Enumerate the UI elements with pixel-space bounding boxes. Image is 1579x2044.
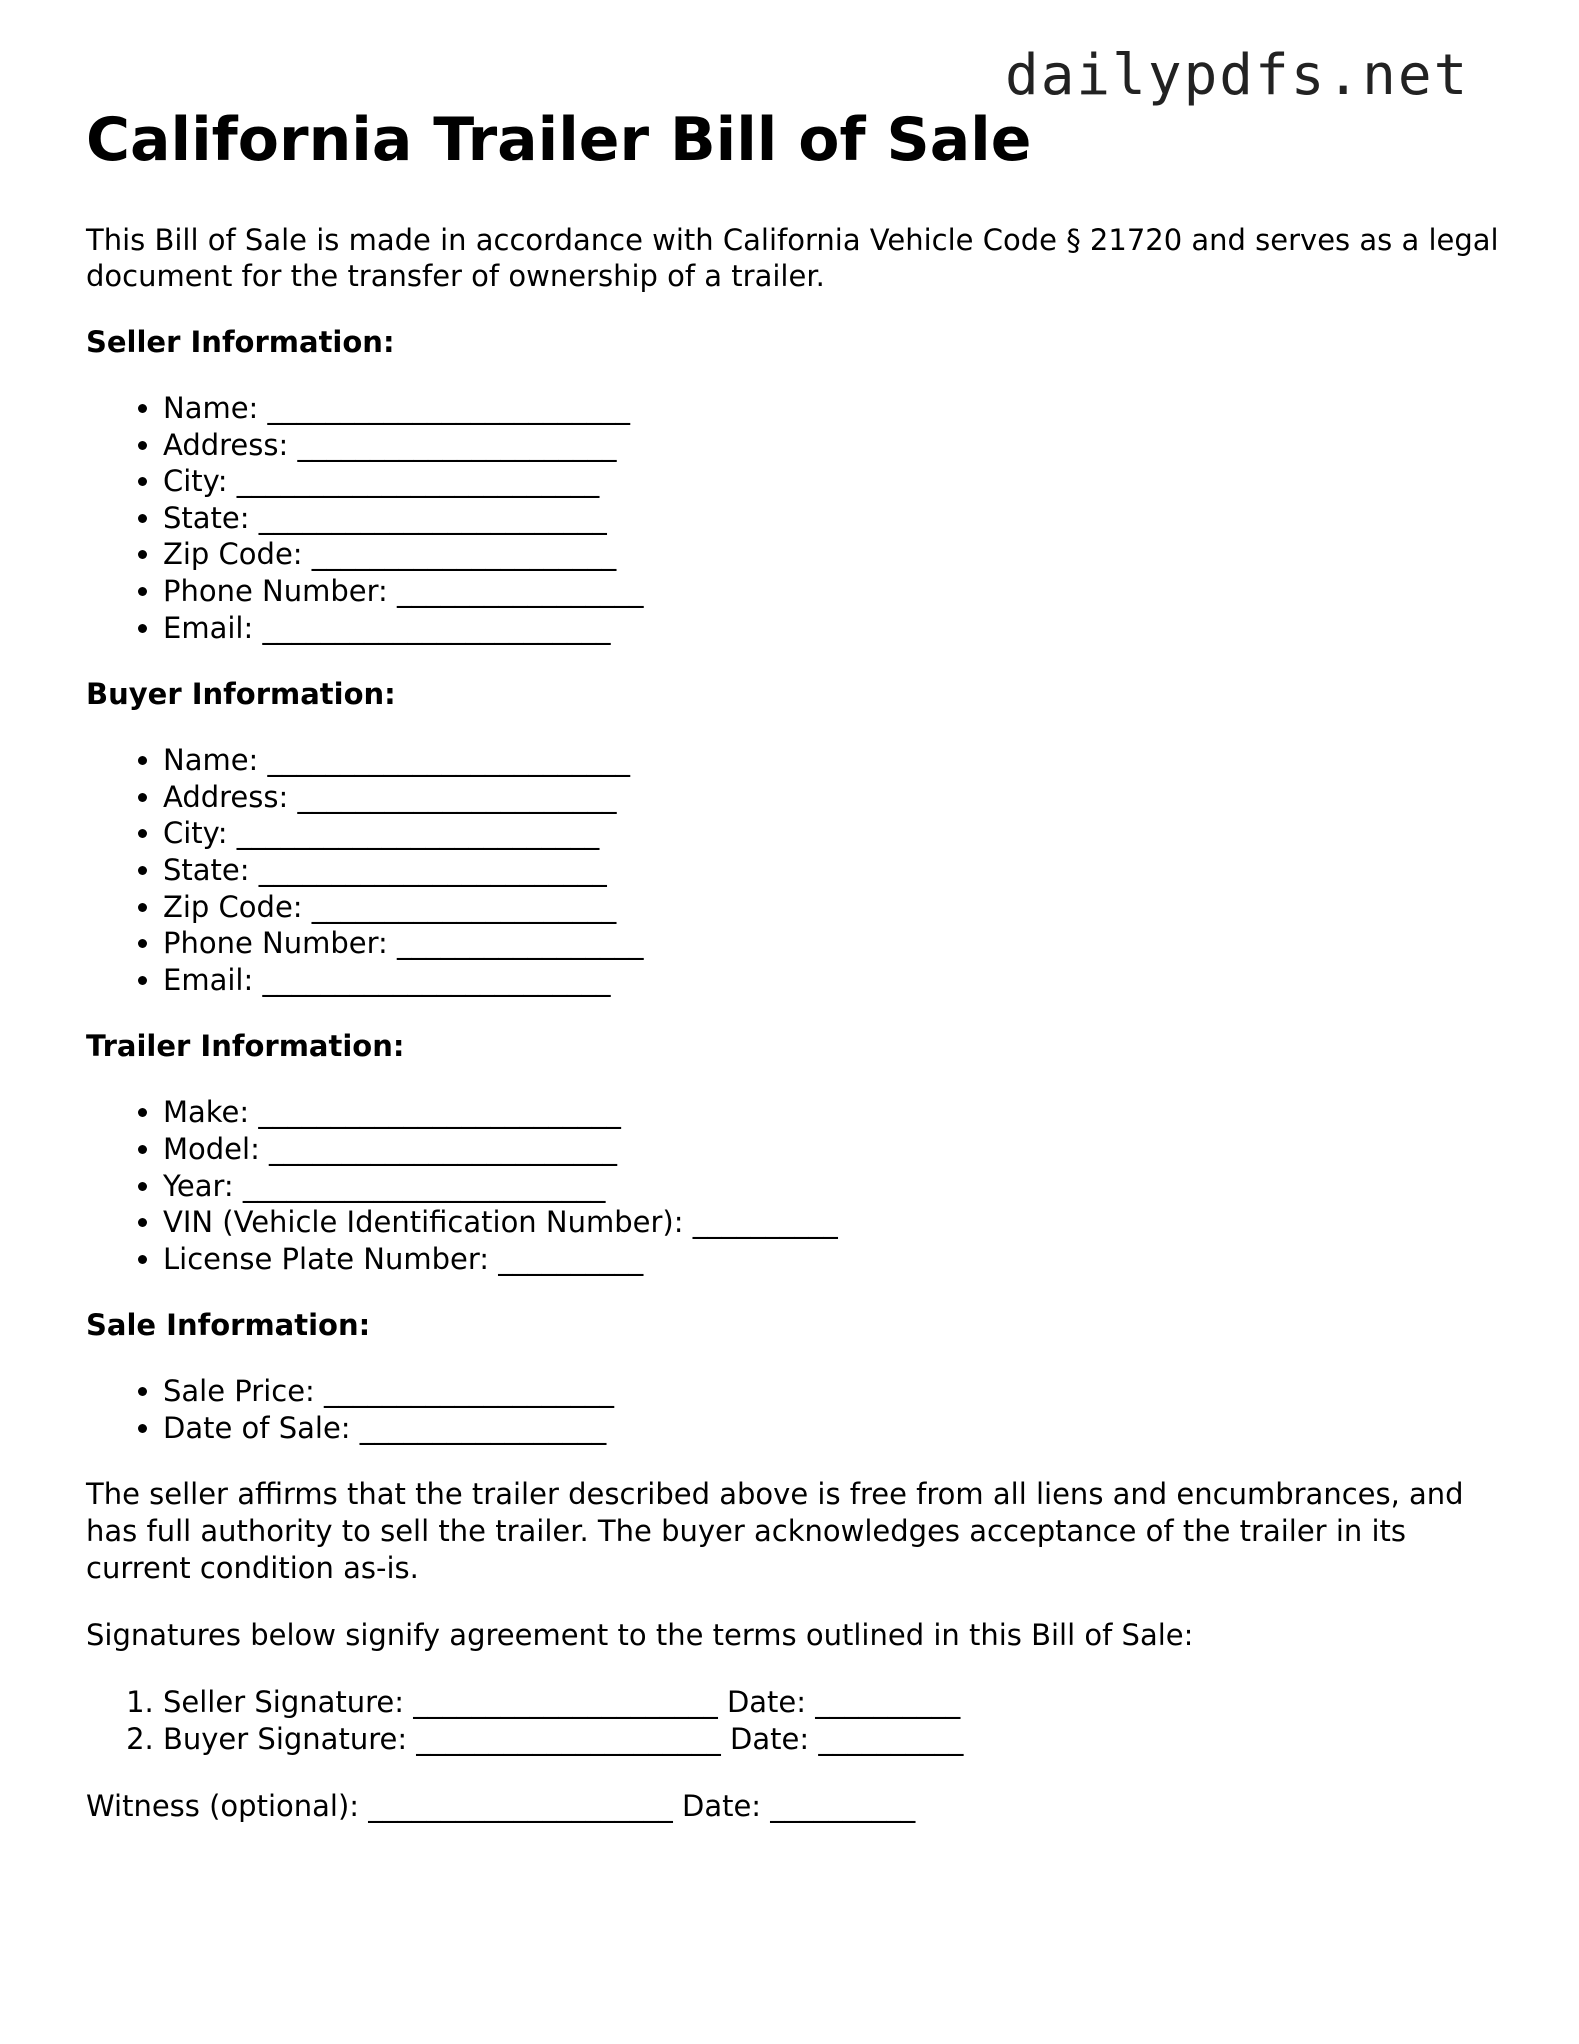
buyer-field-list <box>86 742 1506 998</box>
seller-city-field: • City: _________________________ <box>163 463 1506 500</box>
document-body <box>86 104 1506 1825</box>
affirmation-paragraph: The seller affirms that the trailer described above is free from all liens and encumbrances, and has full authority to sell the trailer. The buyer acknowledges acceptance of the trailer in its current condition as-is. <box>86 1477 1464 1586</box>
seller-zip-field: • Zip Code: _____________________ <box>163 536 1506 573</box>
sale-field-list <box>86 1373 1506 1446</box>
page-title: California Trailer Bill of Sale <box>86 105 1032 175</box>
intro-paragraph: This Bill of Sale is made in accordance with California Vehicle Code § 21720 and serves as a legal document for the transfer of ownership of a trailer. <box>86 223 1499 293</box>
buyer-name-field: • Name: _________________________ <box>163 742 1506 779</box>
trailer-make-field: • Make: _________________________ <box>163 1094 1506 1131</box>
signature-list <box>86 1684 1506 1757</box>
trailer-section-heading: Trailer Information: <box>86 1029 405 1064</box>
watermark: dailypdfs.net <box>1005 43 1470 108</box>
buyer-city-field: • City: _________________________ <box>163 815 1506 852</box>
witness-line: Witness (optional): _____________________ Date: __________ <box>86 1788 916 1823</box>
buyer-section-heading: Buyer Information: <box>86 677 396 712</box>
seller-section-heading: Seller Information: <box>86 325 395 359</box>
trailer-plate-field: • License Plate Number: __________ <box>163 1241 1506 1278</box>
trailer-model-field: • Model: ________________________ <box>163 1131 1506 1168</box>
seller-address-field: • Address: ______________________ <box>163 427 1506 464</box>
seller-name-field: • Name: _________________________ <box>163 390 1506 427</box>
seller-phone-field: • Phone Number: _________________ <box>163 573 1506 610</box>
seller-signature-line: 1. Seller Signature: _____________________ Date: __________ <box>163 1684 1506 1721</box>
seller-email-field: • Email: ________________________ <box>163 610 1506 647</box>
trailer-year-field: • Year: _________________________ <box>163 1168 1506 1205</box>
sale-price-field: • Sale Price: ____________________ <box>163 1373 1506 1410</box>
buyer-phone-field: • Phone Number: _________________ <box>163 925 1506 962</box>
trailer-vin-field: • VIN (Vehicle Identification Number): __________ <box>163 1204 1506 1241</box>
buyer-signature-line: 2. Buyer Signature: _____________________ Date: __________ <box>163 1721 1506 1758</box>
signatures-intro: Signatures below signify agreement to the terms outlined in this Bill of Sale: <box>86 1618 1194 1653</box>
trailer-field-list <box>86 1094 1506 1277</box>
buyer-zip-field: • Zip Code: _____________________ <box>163 889 1506 926</box>
buyer-address-field: • Address: ______________________ <box>163 779 1506 816</box>
buyer-email-field: • Email: ________________________ <box>163 962 1506 999</box>
sale-date-field: • Date of Sale: _________________ <box>163 1410 1506 1447</box>
buyer-state-field: • State: ________________________ <box>163 852 1506 889</box>
seller-field-list <box>86 390 1506 646</box>
sale-section-heading: Sale Information: <box>86 1308 371 1343</box>
seller-state-field: • State: ________________________ <box>163 500 1506 537</box>
